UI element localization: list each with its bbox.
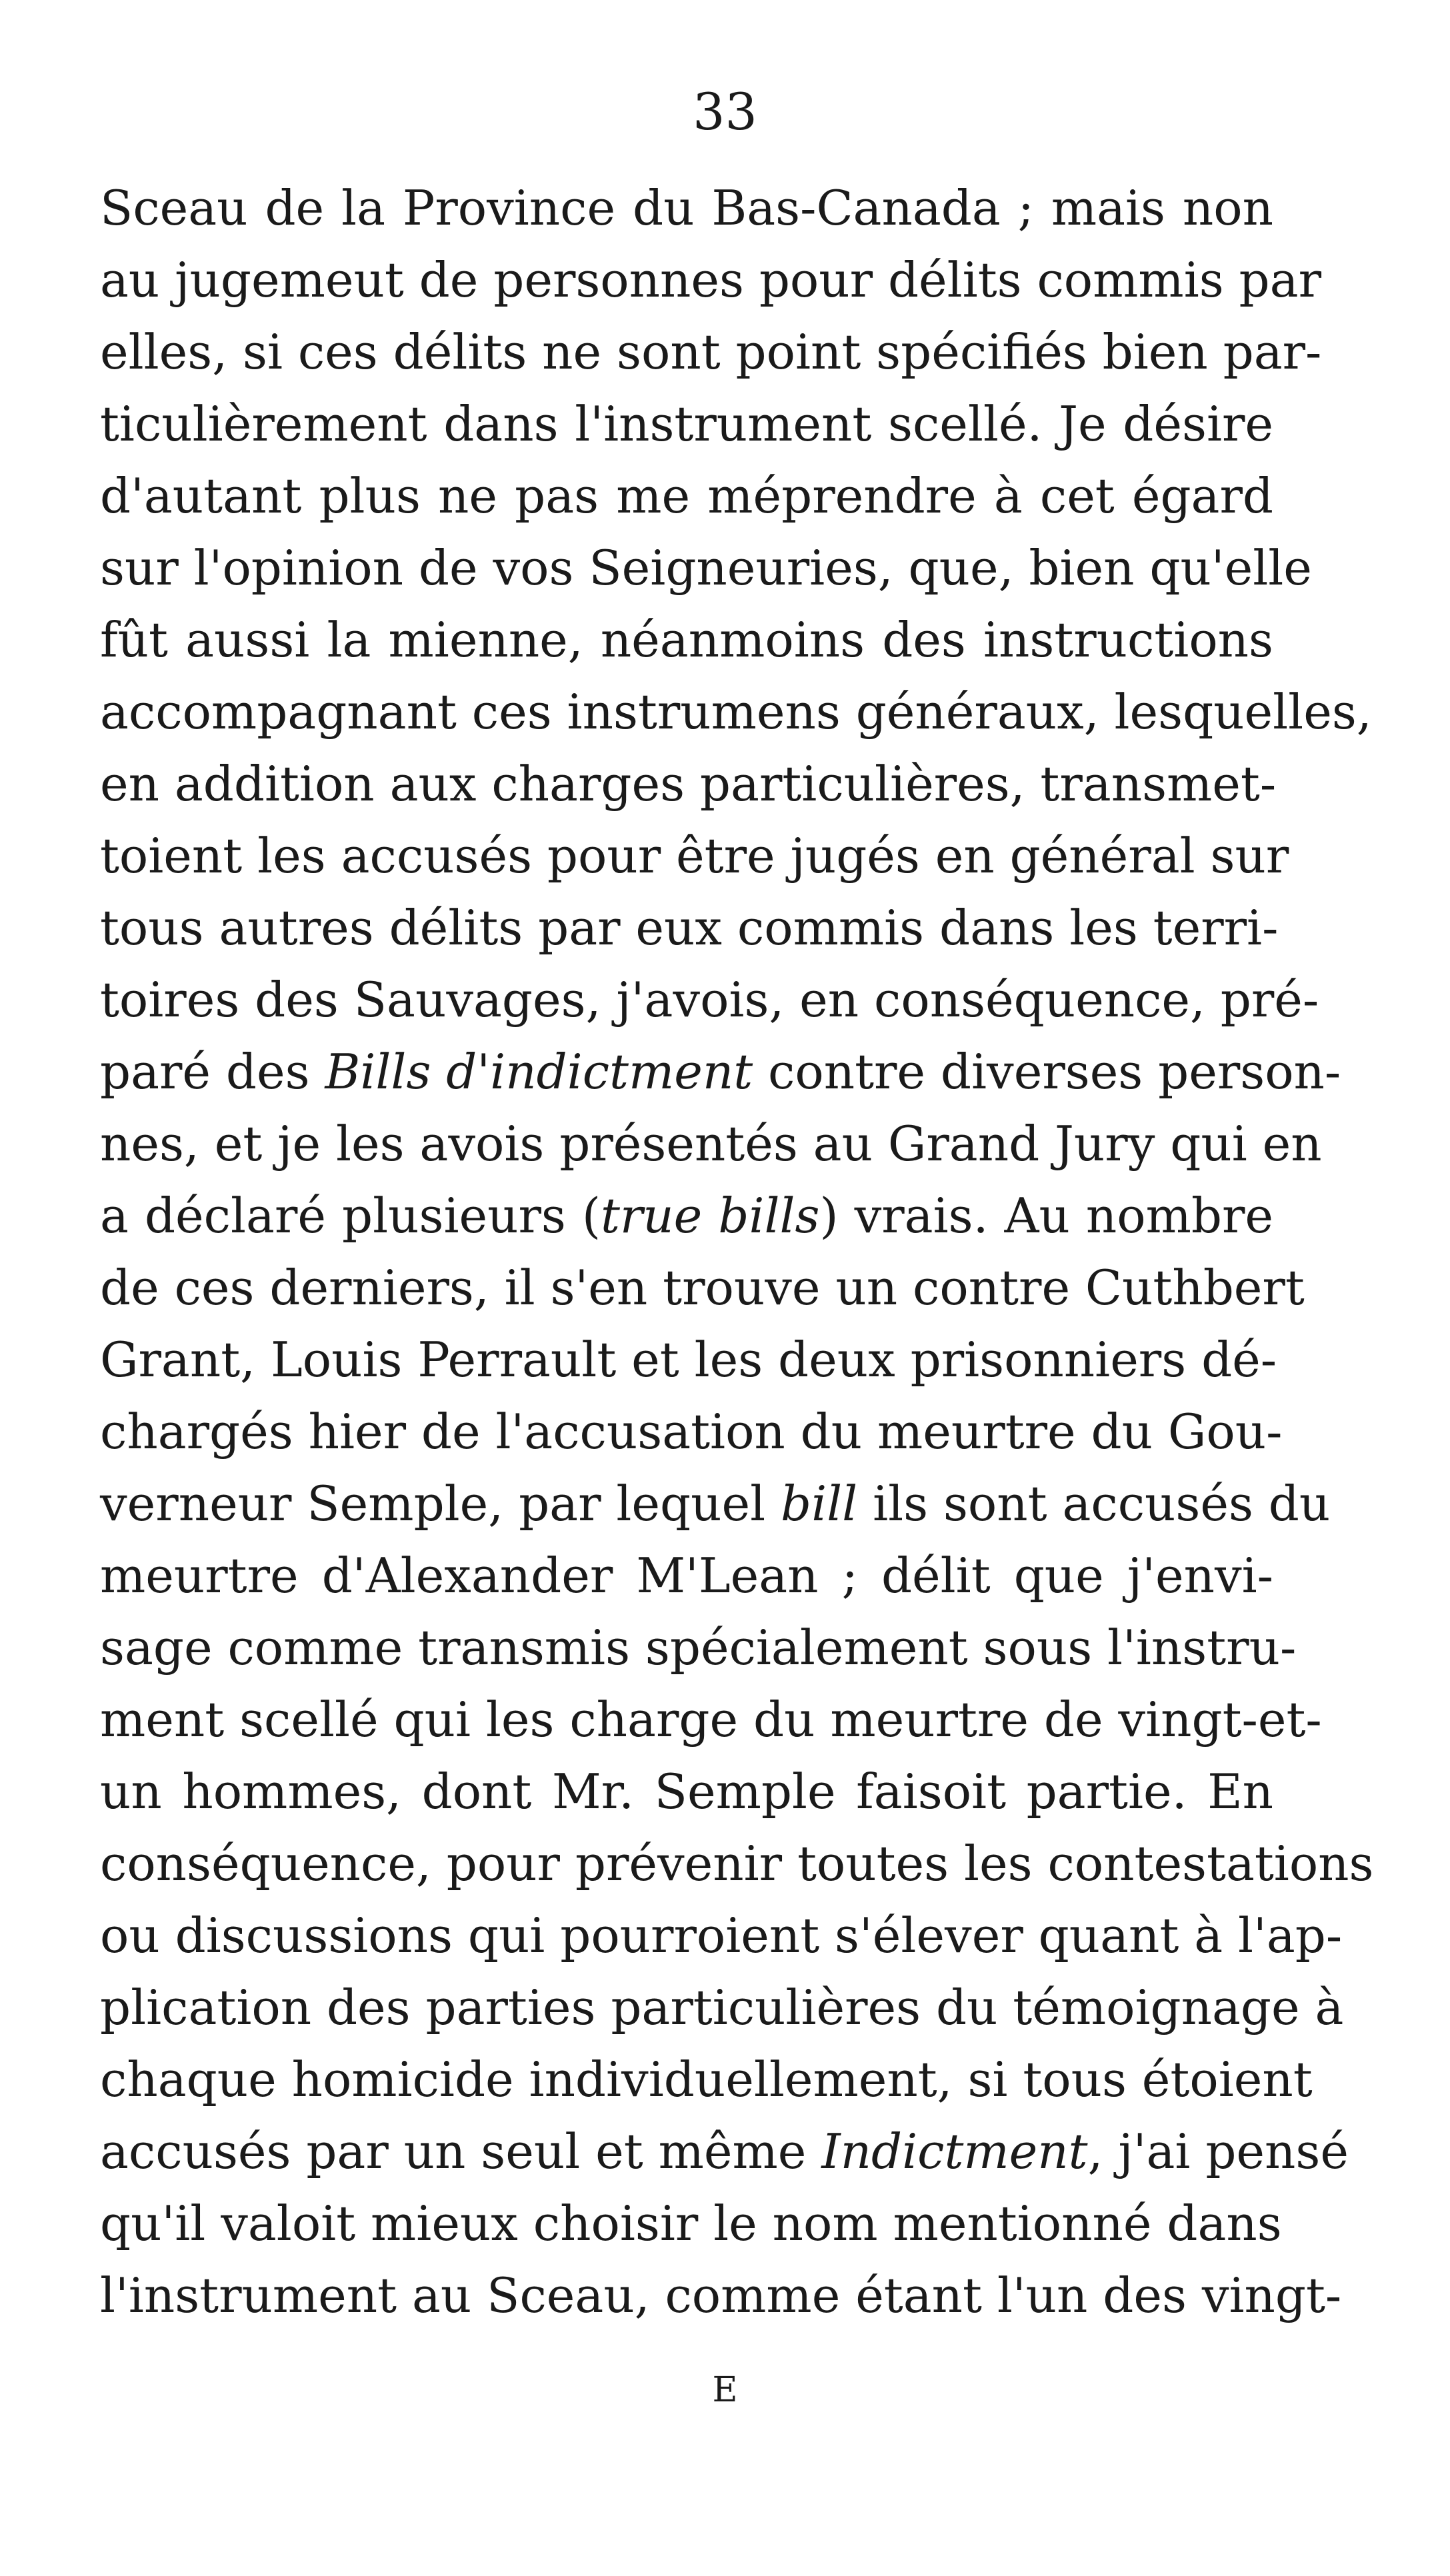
- text-line: conséquence, pour prévenir toutes les contestations: [100, 1836, 1374, 1892]
- text-line: un hommes, dont Mr. Semple faisoit partie. En: [100, 1764, 1273, 1820]
- text-line: ment scellé qui les charge du meurtre de vingt-et-: [100, 1692, 1322, 1748]
- text-line: de ces derniers, il s'en trouve un contre Cuthbert: [100, 1260, 1305, 1316]
- italic-term: Bills d'indictment: [325, 1044, 753, 1100]
- text-run: accusés par un seul et même: [100, 2123, 822, 2179]
- page-number: 33: [693, 82, 757, 141]
- text-line: [100, 1468, 1331, 1540]
- text-line: Sceau de la Province du Bas-Canada ; mais non: [100, 180, 1273, 236]
- text-line: accompagnant ces instrumens généraux, lesquelles,: [100, 684, 1372, 740]
- text-line: qu'il valoit mieux choisir le nom mentionné dans: [100, 2195, 1282, 2251]
- text-run: paré des: [100, 1044, 325, 1100]
- text-run: verneur Semple, par lequel: [100, 1476, 781, 1532]
- text-line: au jugemeut de personnes pour délits commis par: [100, 252, 1321, 308]
- text-line: chaque homicide individuellement, si tous étoient: [100, 2051, 1313, 2107]
- text-line: d'autant plus ne pas me méprendre à cet égard: [100, 468, 1273, 524]
- signature-mark: E: [712, 2370, 738, 2410]
- text-line: fût aussi la mienne, néanmoins des instructions: [100, 612, 1273, 668]
- text-line: [100, 1180, 1273, 1252]
- text-line: [100, 2115, 1349, 2187]
- text-line: en addition aux charges particulières, transmet-: [100, 756, 1277, 812]
- text-run: ) vrais. Au nombre: [819, 1188, 1274, 1244]
- text-line: ticulièrement dans l'instrument scellé. Je désire: [100, 396, 1273, 452]
- text-line: elles, si ces délits ne sont point spécifiés bien par-: [100, 324, 1322, 380]
- text-line: ou discussions qui pourroient s'élever quant à l'ap-: [100, 1908, 1343, 1963]
- text-line: nes, et je les avois présentés au Grand Jury qui en: [100, 1116, 1322, 1172]
- text-line: [100, 1036, 1341, 1108]
- text-run: a déclaré plusieurs (: [100, 1188, 601, 1244]
- text-line: Grant, Louis Perrault et les deux prisonniers dé-: [100, 1332, 1277, 1388]
- text-run: ils sont accusés du: [857, 1476, 1331, 1532]
- text-line: tous autres délits par eux commis dans les terri-: [100, 900, 1279, 956]
- text-line: sur l'opinion de vos Seigneuries, que, bien qu'elle: [100, 540, 1312, 596]
- text-run: , j'ai pensé: [1087, 2123, 1349, 2179]
- text-line: toient les accusés pour être jugés en général sur: [100, 828, 1289, 884]
- text-line: chargés hier de l'accusation du meurtre du Gou-: [100, 1404, 1283, 1460]
- text-line: toires des Sauvages, j'avois, en conséquence, pré-: [100, 972, 1319, 1028]
- text-line: plication des parties particulières du témoignage à: [100, 1979, 1344, 2035]
- italic-term: true bills: [600, 1188, 820, 1244]
- text-line: sage comme transmis spécialement sous l'instru-: [100, 1620, 1297, 1676]
- italic-term: Indictment: [821, 2123, 1088, 2179]
- italic-term: bill: [781, 1476, 858, 1532]
- text-line: l'instrument au Sceau, comme étant l'un des vingt-: [100, 2267, 1342, 2323]
- text-run: contre diverses person-: [753, 1044, 1341, 1100]
- text-line: meurtre d'Alexander M'Lean ; délit que j'envi-: [100, 1548, 1273, 1604]
- body-text: [100, 172, 1374, 2331]
